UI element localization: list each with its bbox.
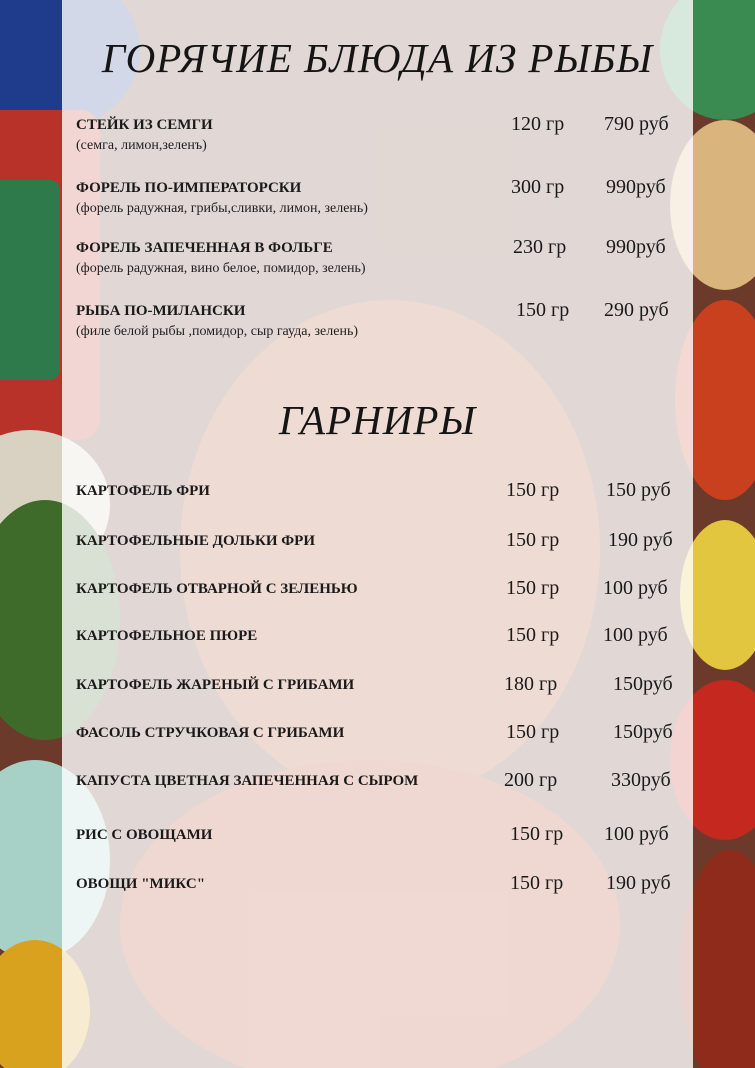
item-price: 150руб (613, 721, 673, 743)
item-weight: 150 гр (506, 479, 560, 501)
menu-item (76, 823, 686, 867)
item-weight: 150 гр (506, 721, 560, 743)
item-price: 990руб (606, 176, 666, 198)
menu-item (76, 176, 686, 220)
item-price: 330руб (611, 769, 671, 791)
item-price: 150 руб (606, 479, 671, 501)
item-price: 100 руб (603, 624, 668, 646)
item-name: КАРТОФЕЛЬНЫЕ ДОЛЬКИ ФРИ (76, 533, 315, 549)
item-name: РИС С ОВОЩАМИ (76, 827, 213, 843)
menu-item (76, 479, 686, 523)
menu-item (76, 769, 686, 813)
item-name: ОВОЩИ "МИКС" (76, 876, 206, 892)
item-name: КАРТОФЕЛЬ ЖАРЕНЫЙ С ГРИБАМИ (76, 677, 355, 693)
item-description: (форель радужная, вино белое, помидор, зелень) (76, 261, 366, 276)
item-weight: 150 гр (506, 577, 560, 599)
item-price: 100 руб (603, 577, 668, 599)
item-description: (филе белой рыбы ,помидор, сыр гауда, зелень) (76, 324, 358, 339)
item-weight: 230 гр (513, 236, 567, 258)
item-name: КАРТОФЕЛЬНОЕ ПЮРЕ (76, 628, 258, 644)
item-price: 190 руб (608, 529, 673, 551)
menu-item (76, 299, 686, 343)
item-weight: 120 гр (511, 113, 565, 135)
section-title-garnish: ГАРНИРЫ (278, 397, 477, 443)
item-name: КАРТОФЕЛЬ ФРИ (76, 483, 210, 499)
menu-item (76, 624, 686, 668)
item-weight: 300 гр (511, 176, 565, 198)
menu-item (76, 529, 686, 573)
menu-item (76, 673, 686, 717)
item-weight: 180 гр (504, 673, 558, 695)
item-name: КАПУСТА ЦВЕТНАЯ ЗАПЕЧЕННАЯ С СЫРОМ (76, 773, 419, 789)
item-price: 290 руб (604, 299, 669, 321)
item-weight: 150 гр (516, 299, 570, 321)
item-price: 990руб (606, 236, 666, 258)
item-weight: 150 гр (506, 529, 560, 551)
item-name: РЫБА ПО-МИЛАНСКИ (76, 303, 246, 319)
item-weight: 200 гр (504, 769, 558, 791)
item-name: ФАСОЛЬ СТРУЧКОВАЯ С ГРИБАМИ (76, 725, 345, 741)
item-name: ФОРЕЛЬ ЗАПЕЧЕННАЯ В ФОЛЬГЕ (76, 240, 333, 256)
item-description: (форель радужная, грибы,сливки, лимон, зелень) (76, 201, 368, 216)
item-price: 190 руб (606, 872, 671, 894)
item-price: 790 руб (604, 113, 669, 135)
item-weight: 150 гр (510, 872, 564, 894)
item-weight: 150 гр (510, 823, 564, 845)
item-price: 150руб (613, 673, 673, 695)
menu-item (76, 236, 686, 280)
menu-item (76, 721, 686, 765)
item-price: 100 руб (604, 823, 669, 845)
menu-item (76, 577, 686, 621)
menu-item (76, 872, 686, 916)
item-description: (семга, лимон,зеленъ) (76, 138, 207, 153)
menu-item (76, 113, 686, 157)
item-weight: 150 гр (506, 624, 560, 646)
item-name: СТЕЙК ИЗ СЕМГИ (76, 117, 213, 133)
item-name: КАРТОФЕЛЬ ОТВАРНОЙ С ЗЕЛЕНЬЮ (76, 581, 358, 597)
item-name: ФОРЕЛЬ ПО-ИМПЕРАТОРСКИ (76, 180, 302, 196)
section-title-fish: ГОРЯЧИЕ БЛЮДА ИЗ РЫБЫ (101, 35, 654, 81)
